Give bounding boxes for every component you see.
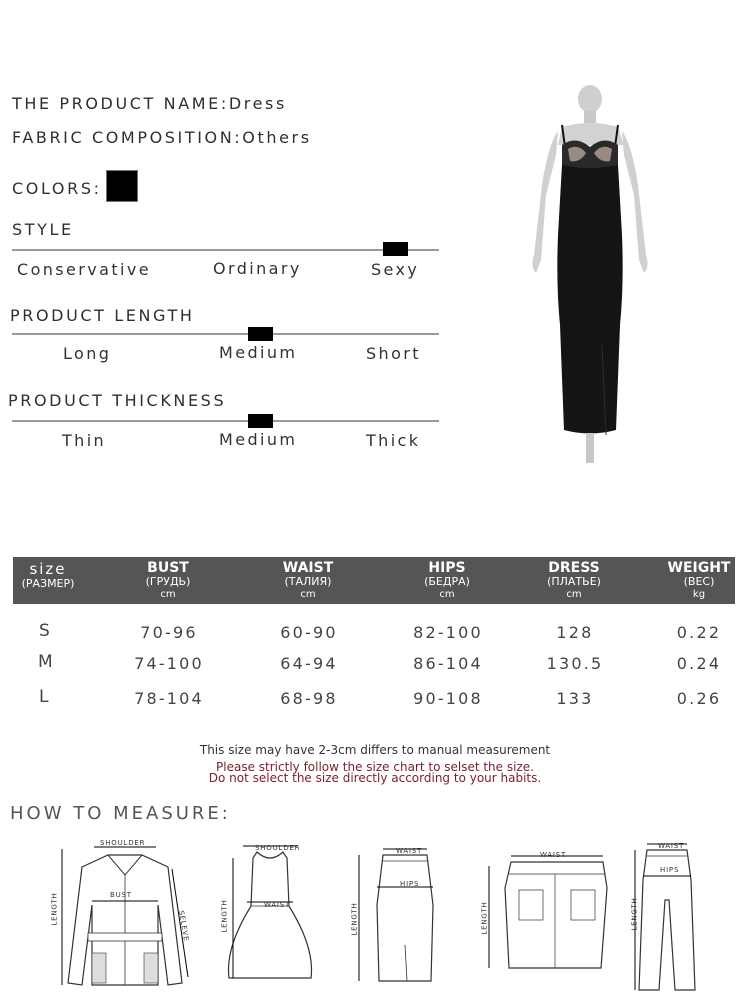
- style-title: STYLE: [12, 220, 74, 239]
- length-title: PRODUCT LENGTH: [10, 306, 195, 325]
- thickness-title: PRODUCT THICKNESS: [8, 391, 227, 410]
- style-scale-track: [12, 249, 439, 251]
- row-size-s: S: [39, 621, 50, 641]
- dress-shoulder-label: SHOULDER: [255, 844, 301, 852]
- skirt-hips-label: HIPS: [400, 880, 420, 888]
- cell-s-waist: 60-90: [280, 623, 338, 642]
- colors-label: COLORS:: [12, 179, 102, 198]
- col-header-hips-unit: cm: [439, 588, 455, 600]
- cell-l-dress: 133: [556, 689, 594, 708]
- cell-l-hips: 90-108: [413, 689, 483, 708]
- thickness-scale-marker: [248, 414, 273, 428]
- col-header-weight-sub: (BEC): [683, 575, 715, 589]
- col-header-size-sub: (РАЗМЕР): [21, 577, 75, 591]
- note-measurement-variance: This size may have 2-3cm differs to manual measurement: [199, 743, 551, 757]
- col-header-weight-main: WEIGHT: [667, 560, 731, 576]
- skirt-measure-diagram: [345, 845, 455, 990]
- style-option-sexy: Sexy: [371, 260, 420, 279]
- col-header-bust-sub: (ГРУДЬ): [145, 575, 191, 589]
- col-header-waist: [258, 560, 358, 600]
- note-habits-warning: Do not select the size directly according to your habits.: [208, 771, 542, 785]
- dress-waist-label: WAIST: [264, 901, 291, 909]
- cell-m-waist: 64-94: [280, 654, 338, 673]
- pants-waist-label: WAIST: [658, 842, 685, 850]
- col-header-bust: [118, 560, 218, 600]
- cell-l-waist: 68-98: [280, 689, 338, 708]
- length-option-long: Long: [63, 344, 112, 363]
- skirt-length-label: LENGTH: [350, 902, 359, 936]
- cell-m-bust: 74-100: [134, 654, 204, 673]
- shorts-measure-diagram: [475, 848, 615, 978]
- style-option-ordinary: Ordinary: [213, 259, 302, 278]
- pants-hips-label: HIPS: [660, 866, 680, 874]
- col-header-size-main: size: [29, 560, 67, 578]
- shorts-length-label: LENGTH: [480, 901, 489, 935]
- col-header-hips-sub: (БЕДРА): [424, 575, 470, 589]
- note-follow-size-chart: Please strictly follow the size chart to selset the size.: [216, 760, 534, 774]
- thickness-option-thick: Thick: [366, 431, 421, 450]
- col-header-waist-main: WAIST: [282, 560, 334, 576]
- col-header-dress: [524, 560, 624, 600]
- shorts-waist-label: WAIST: [540, 851, 567, 859]
- length-option-short: Short: [366, 344, 421, 363]
- row-size-l: L: [39, 687, 49, 707]
- jacket-sleeve-label: SELEVE: [176, 909, 191, 943]
- col-header-dress-main: DRESS: [548, 560, 600, 576]
- col-header-dress-sub: (ПЛАТЬЕ): [547, 575, 601, 589]
- jacket-length-label: LENGTH: [50, 892, 59, 926]
- col-header-size: [13, 561, 83, 591]
- cell-s-weight: 0.22: [676, 623, 722, 642]
- length-option-medium: Medium: [219, 343, 298, 362]
- style-scale-marker: [383, 242, 408, 256]
- thickness-option-medium: Medium: [219, 430, 298, 449]
- col-header-hips-main: HIPS: [428, 560, 466, 576]
- dress-measure-diagram: [215, 838, 325, 988]
- jacket-bust-label: BUST: [110, 891, 132, 899]
- col-header-waist-sub: (ТАЛИЯ): [284, 575, 332, 589]
- col-header-weight: [660, 560, 738, 600]
- col-header-bust-main: BUST: [147, 560, 189, 576]
- cell-l-weight: 0.26: [676, 689, 722, 708]
- cell-m-weight: 0.24: [676, 654, 722, 673]
- row-size-m: M: [38, 652, 53, 672]
- skirt-waist-label: WAIST: [396, 847, 423, 855]
- product-name: THE PRODUCT NAME:Dress: [12, 94, 287, 113]
- cell-l-bust: 78-104: [134, 689, 204, 708]
- col-header-hips: [397, 560, 497, 600]
- col-header-dress-unit: cm: [566, 588, 582, 600]
- style-option-conservative: Conservative: [17, 260, 151, 279]
- pants-length-label: LENGTH: [630, 897, 639, 931]
- col-header-waist-unit: cm: [300, 588, 316, 600]
- cell-s-hips: 82-100: [413, 623, 483, 642]
- cell-m-dress: 130.5: [546, 654, 604, 673]
- length-scale-track: [12, 333, 439, 335]
- thickness-option-thin: Thin: [62, 431, 107, 450]
- thickness-scale-track: [12, 420, 439, 422]
- jacket-shoulder-label: SHOULDER: [100, 839, 146, 847]
- how-to-measure-title: HOW TO MEASURE:: [10, 803, 231, 824]
- col-header-weight-unit: kg: [692, 588, 706, 600]
- cell-s-bust: 70-96: [140, 623, 198, 642]
- dress-length-label: LENGTH: [220, 899, 229, 933]
- length-scale-marker: [248, 327, 273, 341]
- fabric-composition: FABRIC COMPOSITION:Others: [12, 128, 312, 147]
- col-header-bust-unit: cm: [160, 588, 176, 600]
- color-swatch-black[interactable]: [106, 170, 138, 202]
- product-photo: [510, 85, 670, 470]
- cell-s-dress: 128: [556, 623, 594, 642]
- cell-m-hips: 86-104: [413, 654, 483, 673]
